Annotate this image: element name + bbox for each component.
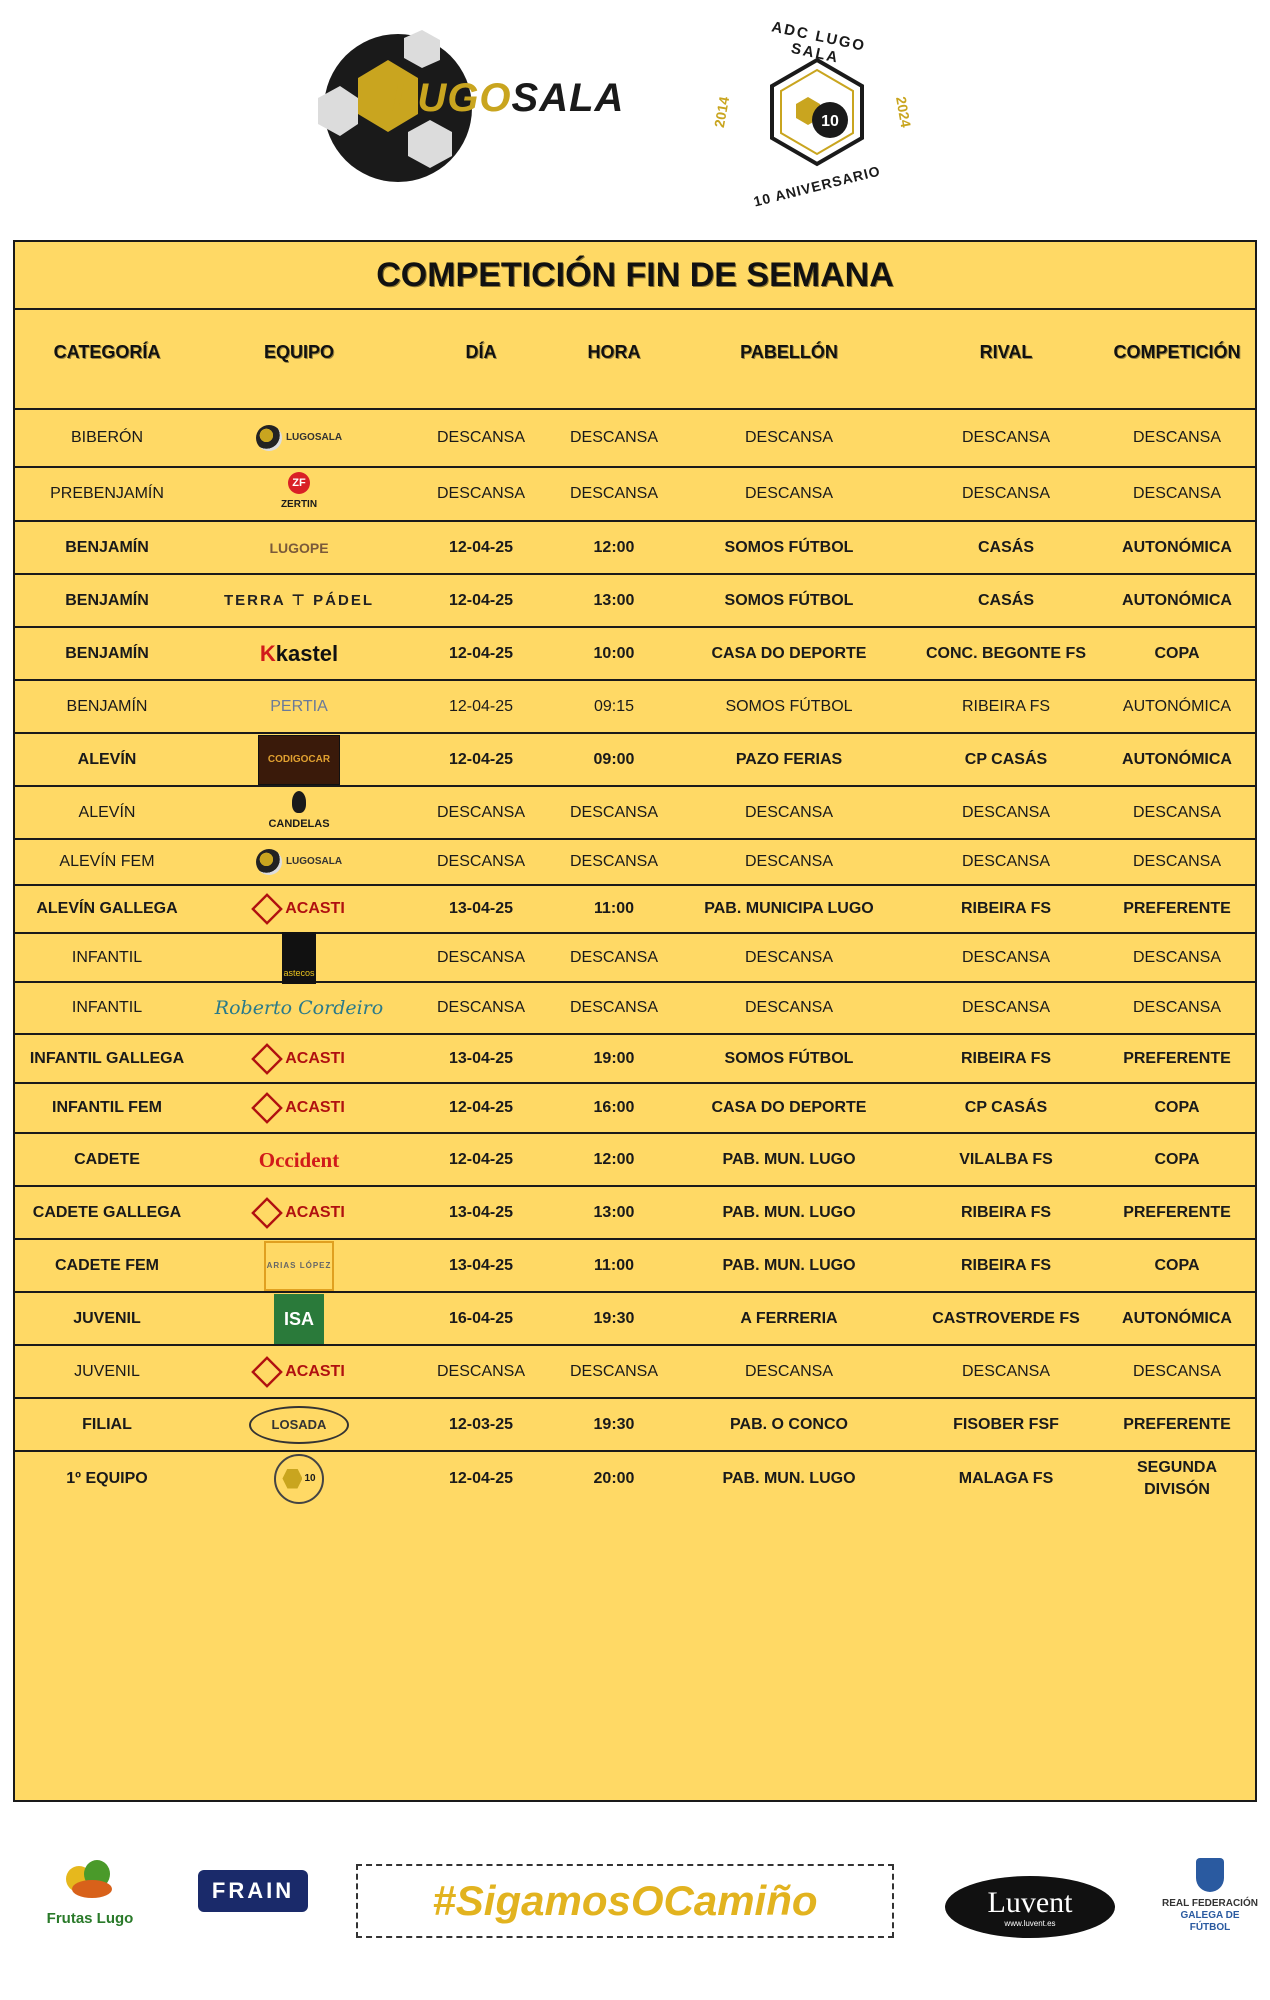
cell-competition: SEGUNDA DIVISÓN <box>1136 1458 1217 1498</box>
table-row <box>15 1399 1255 1452</box>
cell-hour: 19:30 <box>593 1415 635 1433</box>
cell-venue: SOMOS FÚTBOL <box>725 697 853 715</box>
cell-rival: CASÁS <box>977 591 1034 609</box>
table-row <box>15 734 1255 787</box>
anniversary-left-year: 2014 <box>710 95 733 129</box>
cell-rival: RIBEIRA FS <box>960 1049 1052 1067</box>
cell-venue: SOMOS FÚTBOL <box>724 538 854 556</box>
acasti-mark-icon <box>251 1043 283 1075</box>
cell-rival: RIBEIRA FS <box>960 900 1052 917</box>
zertin-mark: ZF <box>288 472 310 494</box>
cell-hour: 20:00 <box>593 1469 635 1487</box>
cell-category: CADETE FEM <box>55 1256 159 1274</box>
federation-line2: GALEGA DE FÚTBOL <box>1180 1910 1240 1933</box>
kastel-team-logo: Kkastel <box>259 640 339 666</box>
cell-rival: CONC. BEGONTE FS <box>925 644 1086 662</box>
cell-hour: 19:00 <box>593 1049 635 1067</box>
cell-competition: DESCANSA <box>1132 999 1222 1016</box>
cell-competition: AUTONÓMICA <box>1122 1309 1232 1327</box>
cell-hour: 09:15 <box>593 697 635 715</box>
cell-venue: DESCANSA <box>744 803 834 821</box>
cell-category: INFANTIL GALLEGA <box>29 1049 185 1067</box>
cell-hour: 16:00 <box>593 1099 635 1116</box>
cell-day: 12-04-25 <box>448 644 514 662</box>
cell-team-logo <box>199 681 399 732</box>
cell-team-logo <box>199 1293 399 1344</box>
cell-competition: DESCANSA <box>1132 429 1222 446</box>
cell-day: 12-04-25 <box>448 1469 514 1487</box>
acasti-team-logo: ACASTI <box>253 895 345 923</box>
codigocar-team-logo: CODIGOCAR <box>258 735 340 785</box>
terra-padel-team-logo: TERRA ⊤ PÁDEL <box>224 591 374 609</box>
luvent-logo <box>945 1876 1115 1938</box>
cell-team-logo <box>199 886 399 932</box>
cell-competition: PREFERENTE <box>1123 900 1231 917</box>
cell-hour: 11:00 <box>593 900 635 917</box>
cell-team-logo <box>199 1134 399 1185</box>
cell-category: ALEVÍN GALLEGA <box>36 900 178 917</box>
cell-hour: DESCANSA <box>569 948 659 966</box>
cell-team-logo <box>199 1452 399 1505</box>
cell-team-logo <box>199 934 399 981</box>
cell-venue: SOMOS FÚTBOL <box>724 1049 854 1067</box>
cell-day: 13-04-25 <box>448 1256 514 1274</box>
ball-icon <box>256 425 282 451</box>
cell-category: ALEVÍN <box>77 750 137 768</box>
astecos-team-logo: astecos <box>282 932 316 984</box>
cell-team-logo <box>199 983 399 1033</box>
table-header-row <box>15 308 1255 410</box>
cell-rival: CP CASÁS <box>964 750 1048 768</box>
cell-day: 12-03-25 <box>448 1415 514 1433</box>
roberto-cordeiro-team-logo: Roberto Cordeiro <box>214 997 384 1019</box>
losada-team-logo: LOSADA <box>249 1406 349 1444</box>
cell-competition: PREFERENTE <box>1123 1415 1231 1433</box>
cell-venue: PAB. MUNICIPA LUGO <box>704 900 874 917</box>
acasti-team-logo: ACASTI <box>253 1358 345 1386</box>
cell-rival: MALAGA FS <box>958 1469 1054 1487</box>
cell-day: 12-04-25 <box>448 538 514 556</box>
cell-competition: AUTONÓMICA <box>1122 697 1232 715</box>
cell-hour: DESCANSA <box>569 853 659 870</box>
cell-rival: DESCANSA <box>961 803 1051 821</box>
anniversary-top-text: ADC LUGO SALA <box>770 18 868 67</box>
cell-rival: CP CASÁS <box>964 1099 1048 1116</box>
federation-shield-icon <box>1196 1858 1224 1892</box>
frutas-lugo-logo <box>40 1850 140 1950</box>
ball-icon <box>256 849 282 875</box>
table-row <box>15 1187 1255 1240</box>
cell-venue: PAB. MUN. LUGO <box>722 1150 856 1168</box>
cell-category: INFANTIL FEM <box>52 1099 162 1116</box>
col-header-rival: RIVAL <box>979 342 1033 362</box>
table-row <box>15 575 1255 628</box>
rfgf-logo <box>1160 1858 1260 1934</box>
cell-team-logo <box>199 410 399 466</box>
footer-sponsors <box>0 1810 1270 2000</box>
cell-hour: 12:00 <box>593 1150 635 1168</box>
acasti-team-logo: ACASTI <box>253 1199 345 1227</box>
cell-hour: 11:00 <box>593 1256 635 1274</box>
frutas-lugo-label: Frutas Lugo <box>46 1910 134 1927</box>
cell-venue: SOMOS FÚTBOL <box>724 591 854 609</box>
cell-venue: DESCANSA <box>744 948 834 966</box>
luvent-url: www.luvent.es <box>1004 1918 1056 1928</box>
cell-hour: 12:00 <box>593 538 635 556</box>
cell-competition: COPA <box>1154 1256 1200 1274</box>
cell-venue: DESCANSA <box>744 853 834 870</box>
cell-rival: CASTROVERDE FS <box>932 1309 1080 1327</box>
table-row <box>15 1346 1255 1399</box>
cell-category: CADETE <box>74 1150 140 1168</box>
anniversary-logo <box>712 20 922 210</box>
cell-day: DESCANSA <box>436 485 526 502</box>
cell-hour: 19:30 <box>593 1309 635 1327</box>
cell-team-logo <box>199 522 399 573</box>
table-row <box>15 1084 1255 1134</box>
cell-category: BENJAMÍN <box>65 644 149 662</box>
cell-competition: DESCANSA <box>1132 853 1222 870</box>
col-header-hour: HORA <box>587 342 641 362</box>
cell-category: ALEVÍN FEM <box>59 853 155 870</box>
cell-competition: DESCANSA <box>1132 948 1222 966</box>
cell-day: 12-04-25 <box>448 1150 514 1168</box>
cell-venue: A FERRERIA <box>740 1309 838 1327</box>
cell-team-logo <box>199 628 399 679</box>
cell-hour: DESCANSA <box>569 485 659 502</box>
cell-team-logo <box>199 1035 399 1082</box>
cell-venue: DESCANSA <box>744 1362 834 1380</box>
acasti-mark-icon <box>251 1092 283 1124</box>
cell-category: JUVENIL <box>74 1362 140 1380</box>
cell-hour: 10:00 <box>593 644 635 662</box>
cell-hour: 13:00 <box>593 591 635 609</box>
cell-category: INFANTIL <box>71 948 143 966</box>
cell-competition: AUTONÓMICA <box>1122 750 1232 768</box>
cell-rival: DESCANSA <box>961 429 1051 446</box>
header <box>0 0 1270 230</box>
table-row <box>15 934 1255 983</box>
cell-venue: PAB. MUN. LUGO <box>722 1469 856 1487</box>
anniversary-right-year: 2024 <box>892 95 915 129</box>
cell-venue: DESCANSA <box>744 485 834 502</box>
cell-competition: DESCANSA <box>1132 485 1222 502</box>
isa-team-logo: ISA <box>274 1294 324 1344</box>
cell-rival: DESCANSA <box>961 485 1051 502</box>
cell-venue: PAB. MUN. LUGO <box>722 1256 856 1274</box>
table-row <box>15 1240 1255 1293</box>
cell-category: JUVENIL <box>73 1309 141 1327</box>
cell-competition: PREFERENTE <box>1123 1049 1231 1067</box>
cell-hour: DESCANSA <box>569 999 659 1016</box>
cell-rival: FISOBER FSF <box>953 1415 1059 1433</box>
cell-category: 1º EQUIPO <box>66 1469 148 1487</box>
table-row <box>15 410 1255 468</box>
cell-day: 12-04-25 <box>448 750 514 768</box>
acasti-mark-icon <box>251 1356 283 1388</box>
table-row <box>15 681 1255 734</box>
table-row <box>15 1035 1255 1084</box>
cell-day: 12-04-25 <box>448 1099 514 1116</box>
cell-hour: DESCANSA <box>569 1362 659 1380</box>
cell-venue: PAB. O CONCO <box>730 1415 848 1433</box>
cell-rival: VILALBA FS <box>959 1150 1053 1168</box>
federation-line1: REAL FEDERACIÓN <box>1162 1898 1258 1909</box>
table-row <box>15 1293 1255 1346</box>
cell-day: DESCANSA <box>436 999 526 1016</box>
cell-venue: PAB. MUN. LUGO <box>722 1203 856 1221</box>
cell-team-logo <box>199 575 399 626</box>
cell-category: PREBENJAMÍN <box>50 485 164 502</box>
page-title: COMPETICIÓN FIN DE SEMANA <box>15 242 1255 310</box>
cell-category: INFANTIL <box>71 999 143 1016</box>
cell-competition: COPA <box>1154 1150 1200 1168</box>
kastel-k-mark: K <box>259 640 276 666</box>
cell-venue: CASA DO DEPORTE <box>711 644 867 662</box>
frain-logo: FRAIN <box>198 1870 308 1912</box>
cell-team-logo <box>199 840 399 884</box>
table-row <box>15 1452 1255 1505</box>
flame-icon <box>292 791 306 813</box>
anniversary-team-logo: 10 <box>274 1454 324 1504</box>
cell-rival: CASÁS <box>977 538 1034 556</box>
cell-hour: DESCANSA <box>569 803 659 821</box>
cell-rival: DESCANSA <box>961 948 1051 966</box>
cell-category: BENJAMÍN <box>65 591 149 609</box>
acasti-team-logo: ACASTI <box>253 1045 345 1073</box>
acasti-mark-icon <box>251 1197 283 1229</box>
pertia-team-logo: PERTIA <box>270 697 328 715</box>
cell-hour: DESCANSA <box>569 429 659 446</box>
cell-team-logo <box>199 1399 399 1450</box>
cell-day: DESCANSA <box>436 429 526 446</box>
cell-rival: DESCANSA <box>961 1362 1051 1380</box>
cell-team-logo <box>199 468 399 520</box>
cell-day: DESCANSA <box>436 948 526 966</box>
table-row <box>15 840 1255 886</box>
lugosala-team-logo: LUGOSALA <box>256 849 342 875</box>
cell-hour: 09:00 <box>593 750 635 768</box>
cell-rival: DESCANSA <box>961 853 1051 870</box>
cell-venue: DESCANSA <box>744 429 834 446</box>
table-row <box>15 787 1255 840</box>
cell-day: 13-04-25 <box>448 1049 514 1067</box>
cell-day: 12-04-25 <box>448 697 514 715</box>
cell-team-logo <box>199 1187 399 1238</box>
table-row <box>15 983 1255 1035</box>
cell-day: 13-04-25 <box>448 1203 514 1221</box>
occident-team-logo: Occident <box>258 1147 340 1172</box>
lugosala-wordmark: LUGOSALA <box>392 76 625 120</box>
cell-team-logo <box>199 1346 399 1397</box>
lugosala-team-logo: LUGOSALA <box>256 425 342 451</box>
arias-lopez-team-logo: ARIAS LÓPEZ <box>264 1241 334 1291</box>
col-header-competition: COMPETICIÓN <box>1113 342 1241 362</box>
cell-day: DESCANSA <box>436 853 526 870</box>
cell-competition: COPA <box>1154 644 1200 662</box>
table-row <box>15 522 1255 575</box>
acasti-mark-icon <box>251 893 283 925</box>
cell-category: BENJAMÍN <box>65 538 149 556</box>
cell-team-logo <box>199 1240 399 1291</box>
anniversary-bottom-text: 10 ANIVERSARIO <box>751 162 883 210</box>
cell-rival: RIBEIRA FS <box>960 1203 1052 1221</box>
cell-competition: DESCANSA <box>1132 1362 1222 1380</box>
cell-day: 16-04-25 <box>448 1309 514 1327</box>
hashtag-banner: #SigamosOCamiño <box>356 1864 894 1938</box>
hexagon-icon <box>282 1469 302 1489</box>
cell-rival: DESCANSA <box>961 999 1051 1016</box>
col-header-category: CATEGORÍA <box>53 342 161 362</box>
acasti-team-logo: ACASTI <box>253 1094 345 1122</box>
candelas-team-logo: CANDELAS <box>268 791 329 835</box>
cell-venue: PAZO FERIAS <box>735 750 843 768</box>
table-row <box>15 886 1255 934</box>
svg-text:10: 10 <box>821 113 839 130</box>
table-row <box>15 468 1255 522</box>
fruit-icon <box>58 1850 122 1902</box>
cell-hour: 13:00 <box>593 1203 635 1221</box>
cell-category: ALEVÍN <box>78 803 136 821</box>
table-row <box>15 1134 1255 1187</box>
col-header-team: EQUIPO <box>263 342 334 362</box>
cell-team-logo <box>199 1084 399 1132</box>
cell-day: DESCANSA <box>436 1362 526 1380</box>
cell-team-logo <box>199 787 399 838</box>
cell-team-logo <box>199 734 399 785</box>
cell-competition: COPA <box>1154 1099 1200 1116</box>
cell-competition: AUTONÓMICA <box>1122 538 1232 556</box>
cell-day: 13-04-25 <box>448 900 514 917</box>
col-header-venue: PABELLÓN <box>740 342 838 362</box>
cell-venue: CASA DO DEPORTE <box>711 1099 867 1116</box>
cell-rival: RIBEIRA FS <box>960 1256 1052 1274</box>
cell-competition: AUTONÓMICA <box>1122 591 1232 609</box>
lugope-team-logo: LUGOPE <box>269 539 329 556</box>
cell-category: BENJAMÍN <box>66 697 148 715</box>
table-row <box>15 628 1255 681</box>
cell-day: 12-04-25 <box>448 591 514 609</box>
cell-category: FILIAL <box>82 1415 132 1433</box>
schedule-table <box>13 240 1257 1802</box>
cell-competition: DESCANSA <box>1132 803 1222 821</box>
cell-rival: RIBEIRA FS <box>961 697 1051 715</box>
zertin-team-logo: ZF ZERTIN <box>281 472 317 516</box>
cell-competition: PREFERENTE <box>1123 1203 1231 1221</box>
cell-venue: DESCANSA <box>744 999 834 1016</box>
cell-category: CADETE GALLEGA <box>32 1203 182 1221</box>
cell-category: BIBERÓN <box>70 429 143 446</box>
col-header-day: DÍA <box>465 342 497 362</box>
luvent-label: Luvent <box>987 1885 1073 1919</box>
cell-day: DESCANSA <box>436 803 526 821</box>
